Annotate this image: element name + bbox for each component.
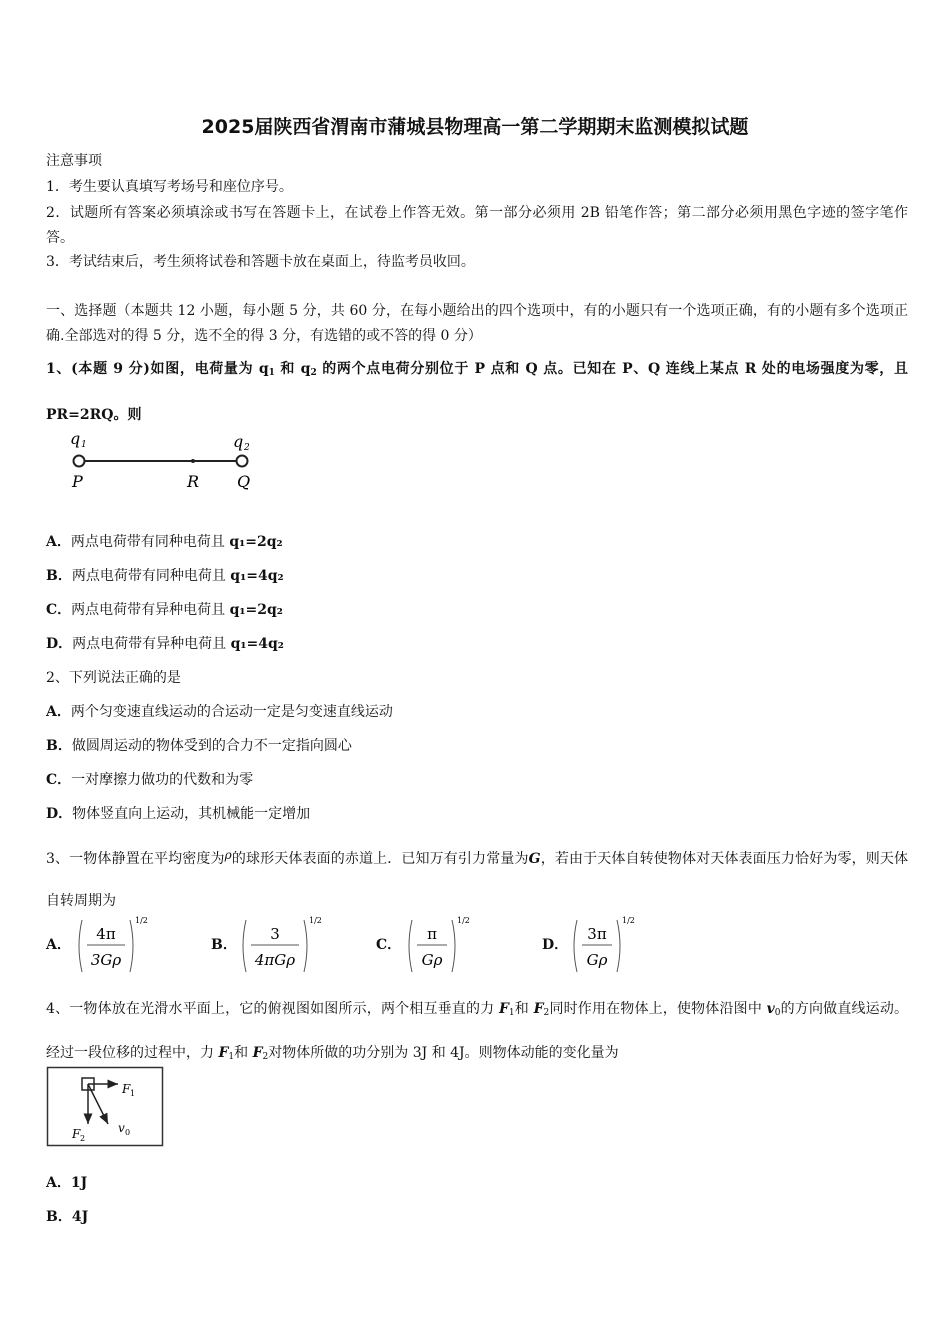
q3-option-b-formula[interactable] [238, 912, 328, 976]
figure-frame [48, 1068, 163, 1146]
charge-q-circle [237, 456, 248, 467]
page-title: 2025届陕西省渭南市蒲城县物理高一第二学期期末监测模拟试题 [201, 116, 749, 138]
figure-sub-q2: 2 [244, 443, 250, 453]
q3-option-c-letter[interactable]: C． [376, 937, 402, 953]
question-2-stem: 2、下列说法正确的是 [46, 670, 181, 686]
charge-p-circle [74, 456, 85, 467]
notice-item-1: 1．考生要认真填写考场号和座位序号。 [46, 179, 293, 195]
notice-item-2: 2．试题所有答案必须填涂或书写在答题卡上，在试卷上作答无效。第一部分必须用 2B 铅笔作答；第二部分必须用黑色字迹的签字笔作答。 [46, 205, 908, 246]
q1-option-a[interactable]: A．两点电荷带有同种电荷且 q₁=2q₂ [46, 534, 283, 550]
question-3-stem: 3、一物体静置在平均密度为ρ的球形天体表面的赤道上．已知万有引力常量为G，若由于天体自转使物体对天体表面压力恰好为零，则天体自转周期为 [46, 848, 908, 909]
question-4-stem: 4、一物体放在光滑水平面上，它的俯视图如图所示，两个相互垂直的力 $F_1$和 $F_2$同时作用在物体上，使物体沿图中 $v_0$的方向做直线运动。经过一段位移的过程中，力 $F_1$和 $F_2$对物体所做的功分别为 3J 和 4J。则物体动能的变化量为 [46, 1001, 909, 1062]
svg-text:Gρ: Gρ [421, 951, 443, 969]
q1-option-c[interactable]: C．两点电荷带有异种电荷且 q₁=2q₂ [46, 602, 283, 618]
q2-option-c[interactable]: C．一对摩擦力做功的代数和为零 [46, 772, 254, 788]
svg-text:1/2: 1/2 [309, 916, 322, 925]
q4-option-a[interactable]: A．1J [46, 1175, 88, 1191]
svg-text:4π: 4π [96, 925, 116, 943]
figure-label-r: R [187, 472, 200, 491]
q1-option-d[interactable]: D．两点电荷带有异种电荷且 q₁=4q₂ [46, 636, 284, 652]
q3-option-d-letter[interactable]: D． [542, 937, 569, 953]
q1-option-b[interactable]: B．两点电荷带有同种电荷且 q₁=4q₂ [46, 568, 284, 584]
svg-text:1/2: 1/2 [135, 916, 148, 925]
q3-option-d-formula[interactable] [569, 912, 639, 976]
q2-option-d[interactable]: D．物体竖直向上运动，其机械能一定增加 [46, 806, 311, 822]
svg-text:3π: 3π [587, 925, 607, 943]
figure-sub-q1: 1 [81, 440, 87, 450]
figure-label-p: P [72, 472, 83, 491]
svg-text:1/2: 1/2 [457, 916, 470, 925]
q2-option-a[interactable]: A．两个匀变速直线运动的合运动一定是匀变速直线运动 [46, 704, 393, 720]
figure-label-f2: F [72, 1127, 81, 1141]
point-r-dot [191, 459, 195, 463]
q3-option-a-formula[interactable] [74, 912, 154, 976]
charge-line-figure [66, 428, 266, 498]
figure-label-q1: q [70, 429, 81, 448]
figure-label-q: Q [237, 472, 251, 491]
question-1-stem: 1、(本题 9 分)如图，电荷量为 $q_1$ 和 $q_2$ 的两个点电荷分别位于 P 点和 Q 点。已知在 P、Q 连线上某点 R 处的电场强度为零，且 PR=2RQ。则 [46, 361, 908, 423]
svg-text:π: π [427, 925, 437, 943]
q3-option-c-formula[interactable] [404, 912, 474, 976]
svg-text:3: 3 [270, 925, 280, 943]
figure-label-f1: F [122, 1082, 131, 1096]
figure-sub-f1: 1 [130, 1089, 136, 1098]
notice-heading: 注意事项 [46, 153, 102, 169]
q4-option-b[interactable]: B．4J [46, 1209, 89, 1225]
figure-sub-f2: 2 [80, 1134, 86, 1143]
notice-item-3: 3．考试结束后，考生须将试卷和答题卡放在桌面上，待监考员收回。 [46, 254, 475, 270]
q3-option-a-letter[interactable]: A． [46, 937, 71, 953]
svg-text:3Gρ: 3Gρ [90, 951, 122, 969]
section-heading: 一、选择题（本题共 12 小题，每小题 5 分，共 60 分，在每小题给出的四个选项中，有的小题只有一个选项正确，有的小题有多个选项正确.全部选对的得 5 分，选不全的得 3 分，有选错的或不答的得 0 分） [46, 303, 908, 344]
q3-options [46, 912, 646, 976]
svg-text:4πGρ: 4πGρ [254, 951, 296, 969]
figure-sub-v0: 0 [125, 1128, 131, 1137]
figure-label-q2: q [233, 432, 244, 451]
q3-option-b-letter[interactable]: B． [211, 937, 237, 953]
force-diagram-figure [46, 1066, 166, 1148]
q2-option-b[interactable]: B．做圆周运动的物体受到的合力不一定指向圆心 [46, 738, 352, 754]
svg-text:1/2: 1/2 [622, 916, 635, 925]
figure-label-v0: v [118, 1121, 125, 1135]
svg-text:Gρ: Gρ [586, 951, 608, 969]
